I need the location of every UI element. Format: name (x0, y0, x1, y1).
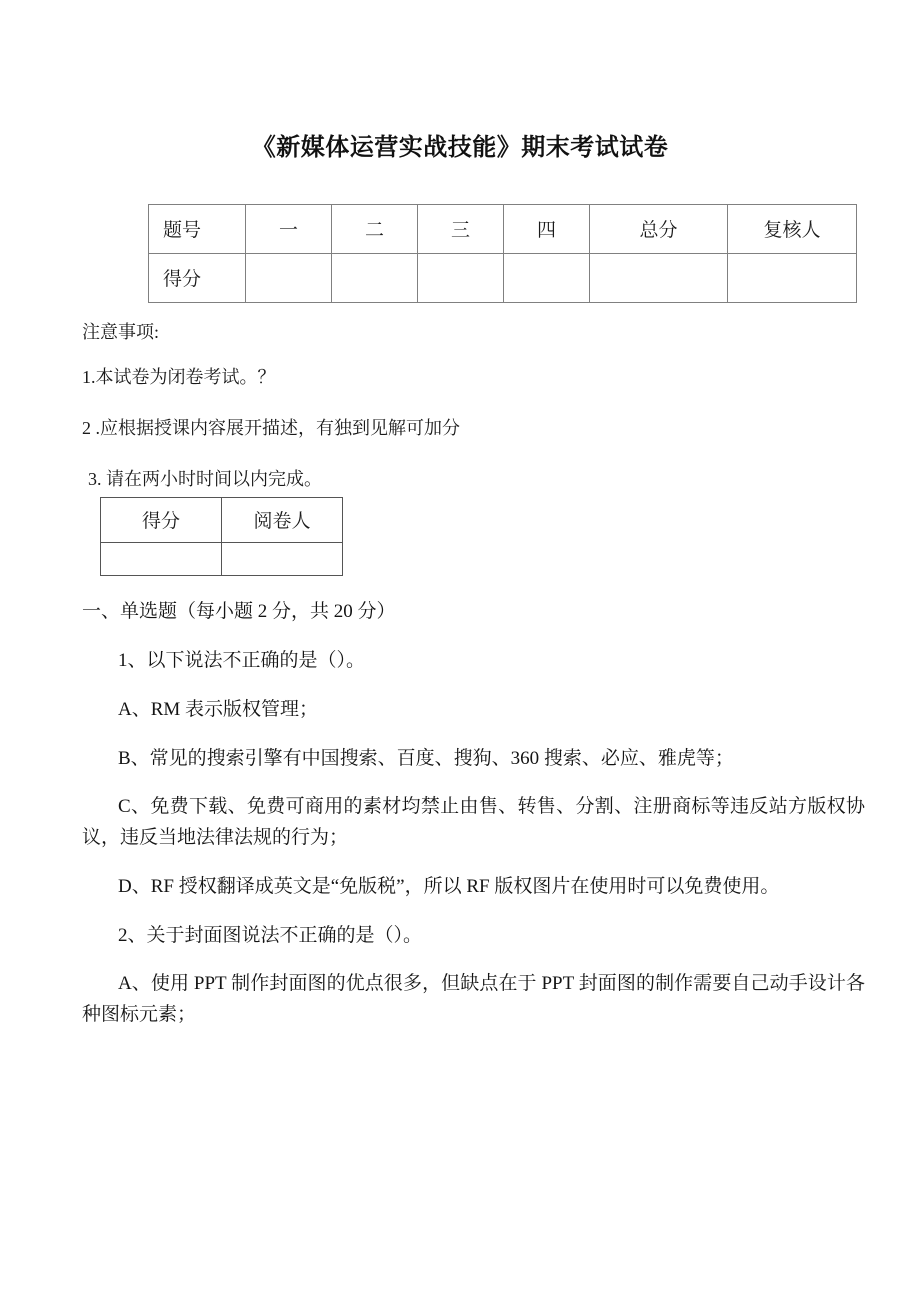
score-table-col-1: 一 (246, 204, 332, 253)
score-cell-1[interactable] (246, 253, 332, 302)
grader-cell-reviewer[interactable] (222, 542, 343, 575)
score-cell-total[interactable] (590, 253, 728, 302)
score-table-row-header-question: 题号 (149, 204, 246, 253)
question-2-stem: 2、关于封面图说法不正确的是（）。 (118, 924, 423, 946)
grader-table-header-reviewer: 阅卷人 (222, 497, 343, 542)
score-table-col-3: 三 (418, 204, 504, 253)
note-item-2: 2 .应根据授课内容展开描述，有独到见解可加分 (82, 417, 460, 438)
notes-section (0, 319, 920, 493)
score-cell-reviewer[interactable] (728, 253, 857, 302)
score-cell-3[interactable] (418, 253, 504, 302)
table-row (101, 497, 343, 542)
score-table-col-total: 总分 (590, 204, 728, 253)
section-heading-single-choice: 一、单选题（每小题 2 分，共 20 分） (82, 600, 396, 622)
grader-table-container (0, 497, 920, 576)
score-table-col-2: 二 (332, 204, 418, 253)
score-table-col-4: 四 (504, 204, 590, 253)
note-item-3: 3. 请在两小时时间以内完成。 (88, 468, 322, 489)
grader-cell-score[interactable] (101, 542, 222, 575)
question-1-option-b[interactable]: B、常见的搜索引擎有中国搜索、百度、搜狗、360 搜索、必应、雅虎等； (118, 747, 734, 769)
note-item-1: 1.本试卷为闭卷考试。？ (82, 366, 276, 387)
score-cell-2[interactable] (332, 253, 418, 302)
page-title: 《新媒体运营实战技能》期末考试试卷 (251, 135, 669, 161)
score-table-container (0, 204, 920, 303)
score-table-col-reviewer: 复核人 (728, 204, 857, 253)
question-1-option-d[interactable]: D、RF 授权翻译成英文是“免版税”，所以 RF 版权图片在使用时可以免费使用。 (118, 875, 780, 897)
score-table (148, 204, 857, 303)
questions-container (0, 646, 920, 1031)
table-row (101, 542, 343, 575)
table-row (149, 204, 857, 253)
question-1-option-a[interactable]: A、RM 表示版权管理； (118, 698, 319, 720)
score-table-row-header-score: 得分 (149, 253, 246, 302)
score-cell-4[interactable] (504, 253, 590, 302)
notes-heading: 注意事项: (82, 321, 160, 342)
grader-table-header-score: 得分 (101, 497, 222, 542)
table-row (149, 253, 857, 302)
question-1-option-c[interactable]: C、免费下载、免费可商用的素材均禁止由售、转售、分割、注册商标等违反站方版权协议，违反当地法律法规的行为； (82, 796, 865, 849)
question-1-stem: 1、以下说法不正确的是（）。 (118, 650, 366, 672)
grader-table (100, 497, 343, 576)
question-2-option-a[interactable]: A、使用 PPT 制作封面图的优点很多，但缺点在于 PPT 封面图的制作需要自己动手设计各种图标元素； (82, 973, 865, 1026)
